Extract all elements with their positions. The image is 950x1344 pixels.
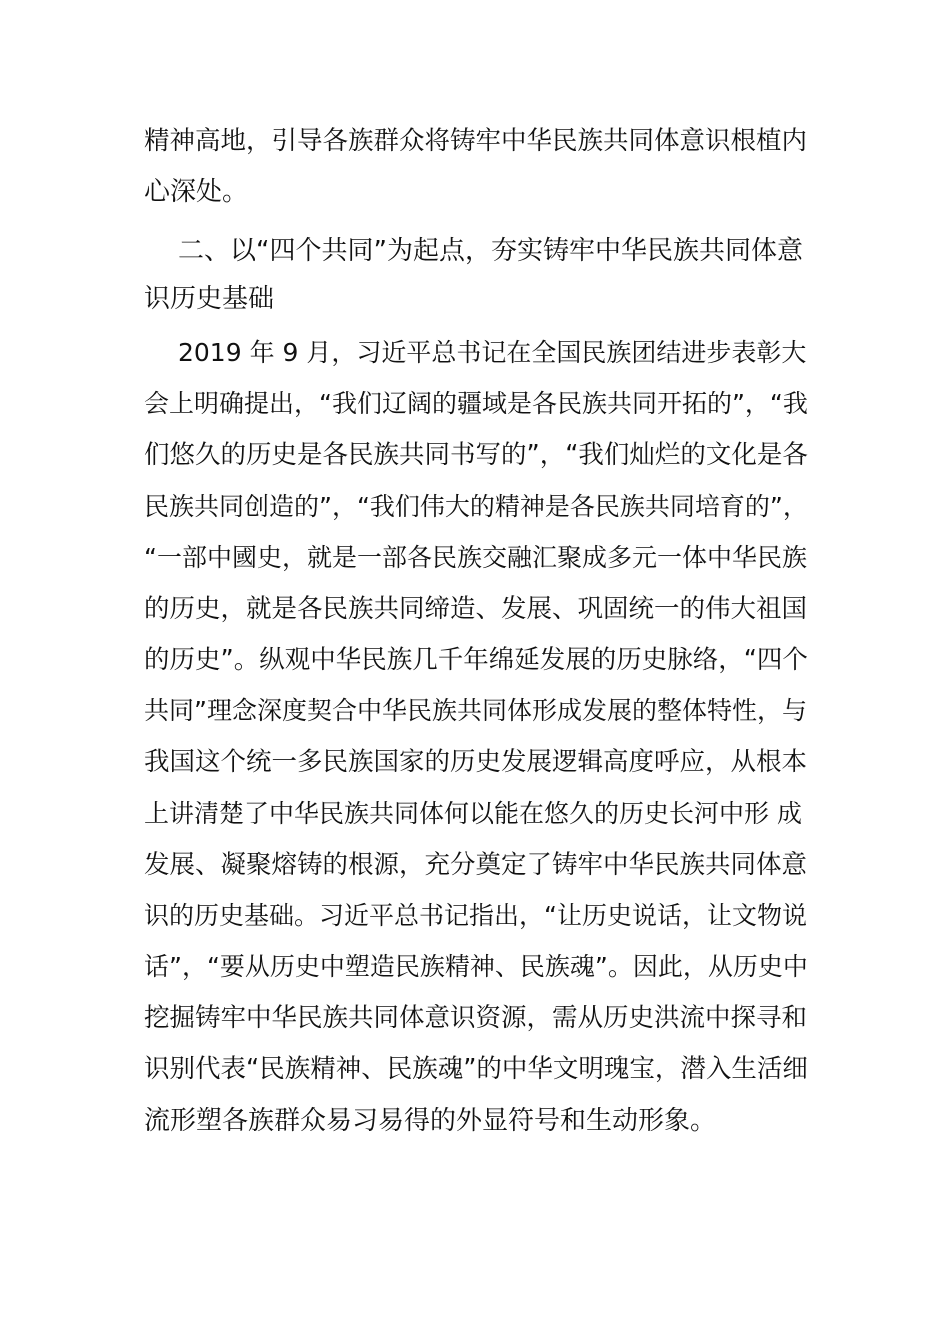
text-line: 们悠久的历史是各民族共同书写的”，“我们灿烂的文化是各 xyxy=(144,440,808,470)
text-line: 心深处。 xyxy=(144,177,249,207)
text-line: 共同”理念深度契合中华民族共同体形成发展的整体特性，与 xyxy=(144,696,807,725)
text-line: 流形塑各族群众易习易得的外显符号和生动形象。 xyxy=(144,1106,717,1136)
text-line: 的历史，就是各民族共同缔造、发展、巩固统一的伟大祖国 xyxy=(144,594,808,624)
text-line: 会上明确提出，“我们辽阔的疆域是各民族共同开拓的”，“我 xyxy=(144,389,808,418)
text-line: 2019 年 9 月，习近平总书记在全国民族团结进步表彰大 xyxy=(178,338,807,367)
text-line: 识别代表“民族精神、民族魂”的中华文明瑰宝，潜入生活细 xyxy=(144,1054,808,1084)
section-heading: 二、以“四个共同”为起点，夯实铸牢中华民族共同体意 xyxy=(178,236,803,266)
text-line: “一部中國史，就是一部各民族交融汇聚成多元一体中华民族 xyxy=(144,543,807,572)
text-line: 的历史”。纵观中华民族几千年绵延发展的历史脉络，“四个 xyxy=(144,645,808,675)
text-line: 我国这个统一多民族国家的历史发展逻辑高度呼应，从根本 xyxy=(144,747,808,777)
text-line: 发展、凝聚熔铸的根源，充分奠定了铸牢中华民族共同体意 xyxy=(144,850,808,880)
text-line: 识的历史基础。习近平总书记指出，“让历史说话，让文物说 xyxy=(144,901,807,930)
text-line: 话”，“要从历史中塑造民族精神、民族魂”。因此，从历史中 xyxy=(144,952,808,981)
text-line: 精神高地，引导各族群众将铸牢中华民族共同体意识根植内 xyxy=(144,126,808,156)
text-line: 挖掘铸牢中华民族共同体意识资源，需从历史洪流中探寻和 xyxy=(144,1003,808,1033)
text-line: 上讲清楚了中华民族共同体何以能在悠久的历史长河中形 成 xyxy=(144,799,802,828)
section-heading-continued: 识历史基础 xyxy=(144,284,275,314)
text-line: 民族共同创造的”，“我们伟大的精神是各民族共同培育的”， xyxy=(144,492,808,521)
